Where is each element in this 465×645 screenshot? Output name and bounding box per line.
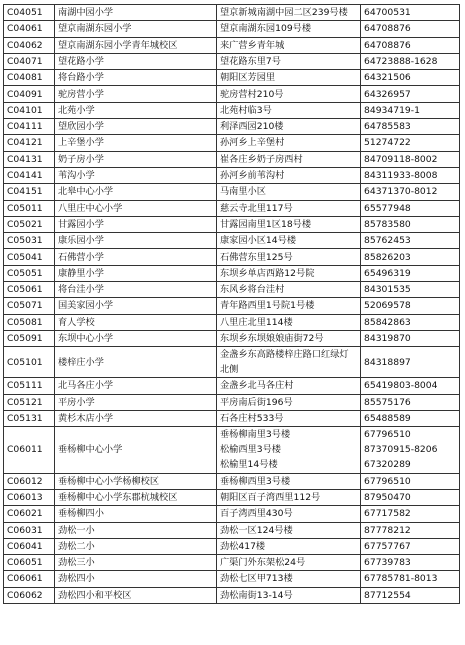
school-code: C04071 (4, 53, 55, 69)
school-name: 上辛堡小学 (55, 135, 217, 151)
school-code: C04131 (4, 151, 55, 167)
table-row (4, 314, 460, 330)
school-address (217, 427, 361, 474)
school-code: C05111 (4, 378, 55, 394)
school-table (3, 4, 460, 604)
school-table-body (4, 5, 460, 604)
phone-line: 67785781-8013 (364, 573, 438, 585)
address-line: 孙河乡上辛堡村 (220, 137, 285, 149)
table-row (4, 37, 460, 53)
school-address (217, 216, 361, 232)
school-name: 垂杨柳四小 (55, 506, 217, 522)
school-name: 垂杨柳中心小学东郡杭城校区 (55, 489, 217, 505)
table-row (4, 200, 460, 216)
phone-line: 67320289 (364, 459, 411, 471)
school-name: 垂杨柳中心小学 (55, 427, 217, 474)
address-line: 石各庄村533号 (220, 412, 284, 424)
phone-line: 64371370-8012 (364, 186, 438, 198)
school-phone (361, 489, 460, 505)
phone-line: 65419803-8004 (364, 380, 438, 392)
school-code: C04081 (4, 70, 55, 86)
school-name: 劲松一小 (55, 522, 217, 538)
phone-line: 67717582 (364, 508, 411, 520)
address-line: 广渠门外东架松24号 (220, 557, 306, 569)
school-address (217, 555, 361, 571)
school-phone (361, 37, 460, 53)
phone-line: 85783580 (364, 218, 411, 230)
table-row (4, 102, 460, 118)
school-code: C04091 (4, 86, 55, 102)
table-row (4, 119, 460, 135)
table-row (4, 265, 460, 281)
phone-line: 64708876 (364, 23, 411, 35)
address-line: 金盏乡东高路楼梓庄路口红绿灯 (220, 349, 349, 361)
phone-line: 85826203 (364, 251, 411, 263)
school-address (217, 265, 361, 281)
address-line: 东风乡将台洼村 (220, 284, 285, 296)
phone-line: 84319870 (364, 332, 411, 344)
address-line: 孙河乡前苇沟村 (220, 170, 285, 182)
school-code: C06011 (4, 427, 55, 474)
table-row (4, 298, 460, 314)
address-line: 垂杨柳南里3号楼 (220, 429, 291, 441)
address-line: 甘露园南里1区18号楼 (220, 218, 312, 230)
school-phone (361, 506, 460, 522)
school-code: C04062 (4, 37, 55, 53)
address-line: 劲松417楼 (220, 540, 266, 552)
table-row (4, 522, 460, 538)
school-address (217, 378, 361, 394)
school-phone (361, 427, 460, 474)
phone-line: 87712554 (364, 589, 411, 601)
school-name: 康乐园小学 (55, 233, 217, 249)
address-line: 金盏乡北马各庄村 (220, 380, 294, 392)
table-row (4, 506, 460, 522)
address-line: 松榆西里3号楼 (220, 444, 281, 456)
table-row (4, 151, 460, 167)
address-line: 利泽西园210楼 (220, 121, 284, 133)
school-code: C06051 (4, 555, 55, 571)
school-code: C04101 (4, 102, 55, 118)
address-line: 石佛营东里125号 (220, 251, 293, 263)
table-row (4, 538, 460, 554)
table-row (4, 347, 460, 378)
table-row (4, 378, 460, 394)
school-code: C06021 (4, 506, 55, 522)
school-phone (361, 21, 460, 37)
address-line: 青年路西里1号院1号楼 (220, 300, 315, 312)
phone-line: 67796510 (364, 429, 411, 441)
school-phone (361, 347, 460, 378)
school-name: 驼房营小学 (55, 86, 217, 102)
school-name: 国美家园小学 (55, 298, 217, 314)
school-code: C05131 (4, 410, 55, 426)
address-line: 朝阳区百子湾西里112号 (220, 491, 321, 503)
address-line: 松榆里14号楼 (220, 459, 278, 471)
school-address (217, 587, 361, 603)
school-code: C04061 (4, 21, 55, 37)
school-address (217, 298, 361, 314)
phone-line: 84318897 (364, 356, 411, 368)
phone-line: 67796510 (364, 475, 411, 487)
school-name: 康静里小学 (55, 265, 217, 281)
school-code: C04121 (4, 135, 55, 151)
address-line: 垂杨柳西里3号楼 (220, 475, 291, 487)
school-phone (361, 119, 460, 135)
school-code: C05091 (4, 330, 55, 346)
school-phone (361, 216, 460, 232)
school-address (217, 102, 361, 118)
school-address (217, 37, 361, 53)
table-row (4, 555, 460, 571)
school-address (217, 184, 361, 200)
school-address (217, 314, 361, 330)
address-line: 马南里小区 (220, 186, 266, 198)
table-row (4, 5, 460, 21)
school-phone (361, 184, 460, 200)
school-code: C06031 (4, 522, 55, 538)
phone-line: 85762453 (364, 235, 411, 247)
table-row (4, 330, 460, 346)
school-name: 望花路小学 (55, 53, 217, 69)
school-address (217, 347, 361, 378)
school-code: C04051 (4, 5, 55, 21)
school-name: 将台洼小学 (55, 282, 217, 298)
school-phone (361, 330, 460, 346)
school-name: 东坝中心小学 (55, 330, 217, 346)
phone-line: 67739783 (364, 557, 411, 569)
address-line: 平房南后街196号 (220, 396, 293, 408)
school-name: 将台路小学 (55, 70, 217, 86)
address-line: 崔各庄乡奶子房西村 (220, 153, 303, 165)
address-line: 来广营乡青年城 (220, 39, 285, 51)
school-phone (361, 167, 460, 183)
phone-line: 87950470 (364, 491, 411, 503)
school-name: 甘露园小学 (55, 216, 217, 232)
school-address (217, 86, 361, 102)
school-name: 苇沟小学 (55, 167, 217, 183)
table-row (4, 135, 460, 151)
phone-line: 65496319 (364, 267, 411, 279)
school-phone (361, 282, 460, 298)
phone-line: 64321506 (364, 72, 411, 84)
school-phone (361, 571, 460, 587)
address-line: 朝阳区芳园里 (220, 72, 276, 84)
school-phone (361, 233, 460, 249)
address-line: 慈云寺北里117号 (220, 202, 293, 214)
school-code: C05041 (4, 249, 55, 265)
school-phone (361, 86, 460, 102)
address-line: 八里庄北里114楼 (220, 316, 293, 328)
address-line: 劲松南街13-14号 (220, 589, 293, 601)
school-phone (361, 473, 460, 489)
address-line: 康家园小区14号楼 (220, 235, 297, 247)
address-line: 劲松一区124号楼 (220, 524, 293, 536)
table-row (4, 184, 460, 200)
school-address (217, 410, 361, 426)
school-phone (361, 314, 460, 330)
table-row (4, 53, 460, 69)
phone-line: 51274722 (364, 137, 411, 149)
table-row (4, 216, 460, 232)
school-phone (361, 53, 460, 69)
school-address (217, 538, 361, 554)
school-address (217, 135, 361, 151)
phone-line: 65488589 (364, 412, 411, 424)
table-row (4, 167, 460, 183)
school-code: C05021 (4, 216, 55, 232)
phone-line: 67757767 (364, 540, 411, 552)
school-code: C06012 (4, 473, 55, 489)
table-row (4, 410, 460, 426)
school-name: 北皋中心小学 (55, 184, 217, 200)
school-code: C05081 (4, 314, 55, 330)
school-phone (361, 102, 460, 118)
address-line: 劲松七区甲713楼 (220, 573, 293, 585)
table-row (4, 86, 460, 102)
phone-line: 64785583 (364, 121, 411, 133)
school-name: 北马各庄小学 (55, 378, 217, 394)
school-phone (361, 587, 460, 603)
school-address (217, 330, 361, 346)
phone-line: 84709118-8002 (364, 153, 438, 165)
school-phone (361, 298, 460, 314)
school-address (217, 21, 361, 37)
school-name: 劲松四小 (55, 571, 217, 587)
school-address (217, 70, 361, 86)
address-line: 东坝乡单店西路12号院 (220, 267, 315, 279)
address-line: 望京新城南湖中园二区239号楼 (220, 7, 348, 19)
school-phone (361, 394, 460, 410)
school-name: 育人学校 (55, 314, 217, 330)
school-address (217, 473, 361, 489)
school-name: 劲松三小 (55, 555, 217, 571)
phone-line: 64700531 (364, 7, 411, 19)
school-phone (361, 249, 460, 265)
school-address (217, 506, 361, 522)
school-name: 南湖中园小学 (55, 5, 217, 21)
school-address (217, 5, 361, 21)
school-code: C06041 (4, 538, 55, 554)
table-row (4, 587, 460, 603)
school-name: 望欣园小学 (55, 119, 217, 135)
school-name: 奶子房小学 (55, 151, 217, 167)
school-phone (361, 135, 460, 151)
school-address (217, 249, 361, 265)
school-address (217, 394, 361, 410)
phone-line: 65577948 (364, 202, 411, 214)
school-address (217, 233, 361, 249)
phone-line: 84934719-1 (364, 104, 420, 116)
table-row (4, 249, 460, 265)
table-row (4, 473, 460, 489)
phone-line: 84311933-8008 (364, 170, 438, 182)
school-code: C05101 (4, 347, 55, 378)
school-phone (361, 5, 460, 21)
phone-line: 85575176 (364, 396, 411, 408)
school-phone (361, 378, 460, 394)
address-line: 百子湾西里430号 (220, 508, 293, 520)
school-name: 八里庄中心小学 (55, 200, 217, 216)
school-address (217, 200, 361, 216)
school-code: C04111 (4, 119, 55, 135)
address-line: 望京南湖东园109号楼 (220, 23, 312, 35)
school-phone (361, 538, 460, 554)
phone-line: 64326957 (364, 88, 411, 100)
school-name: 楼梓庄小学 (55, 347, 217, 378)
school-name: 劲松二小 (55, 538, 217, 554)
school-code: C06062 (4, 587, 55, 603)
table-row (4, 571, 460, 587)
school-name: 望京南湖东园小学 (55, 21, 217, 37)
phone-line: 64708876 (364, 39, 411, 51)
table-row (4, 233, 460, 249)
phone-line: 85842863 (364, 316, 411, 328)
school-address (217, 53, 361, 69)
school-phone (361, 265, 460, 281)
school-code: C05061 (4, 282, 55, 298)
address-line: 望花路东里7号 (220, 55, 281, 67)
school-name: 平房小学 (55, 394, 217, 410)
school-code: C06061 (4, 571, 55, 587)
school-code: C04151 (4, 184, 55, 200)
address-line: 东坝乡东坝娘娘庙街72号 (220, 332, 324, 344)
table-row (4, 394, 460, 410)
school-code: C05121 (4, 394, 55, 410)
phone-line: 87778212 (364, 524, 411, 536)
table-row (4, 21, 460, 37)
school-name: 垂杨柳中心小学杨柳校区 (55, 473, 217, 489)
phone-line: 52069578 (364, 300, 411, 312)
school-address (217, 489, 361, 505)
school-address (217, 119, 361, 135)
school-code: C05011 (4, 200, 55, 216)
school-code: C06013 (4, 489, 55, 505)
phone-line: 64723888-1628 (364, 55, 438, 67)
school-phone (361, 555, 460, 571)
school-phone (361, 522, 460, 538)
school-name: 石佛营小学 (55, 249, 217, 265)
school-name: 劲松四小和平校区 (55, 587, 217, 603)
address-line: 北苑村临3号 (220, 104, 272, 116)
school-address (217, 151, 361, 167)
table-row (4, 70, 460, 86)
address-line: 北侧 (220, 364, 239, 376)
phone-line: 84301535 (364, 284, 411, 296)
school-name: 望京南湖东园小学青年城校区 (55, 37, 217, 53)
table-row (4, 427, 460, 474)
school-phone (361, 200, 460, 216)
school-address (217, 282, 361, 298)
table-row (4, 282, 460, 298)
school-code: C05051 (4, 265, 55, 281)
school-address (217, 522, 361, 538)
phone-line: 87370915-8206 (364, 444, 438, 456)
school-code: C04141 (4, 167, 55, 183)
school-address (217, 571, 361, 587)
school-name: 北苑小学 (55, 102, 217, 118)
address-line: 驼房营村210号 (220, 88, 284, 100)
school-code: C05071 (4, 298, 55, 314)
school-phone (361, 410, 460, 426)
school-phone (361, 70, 460, 86)
school-address (217, 167, 361, 183)
school-code: C05031 (4, 233, 55, 249)
school-phone (361, 151, 460, 167)
school-name: 黄杉木店小学 (55, 410, 217, 426)
table-row (4, 489, 460, 505)
